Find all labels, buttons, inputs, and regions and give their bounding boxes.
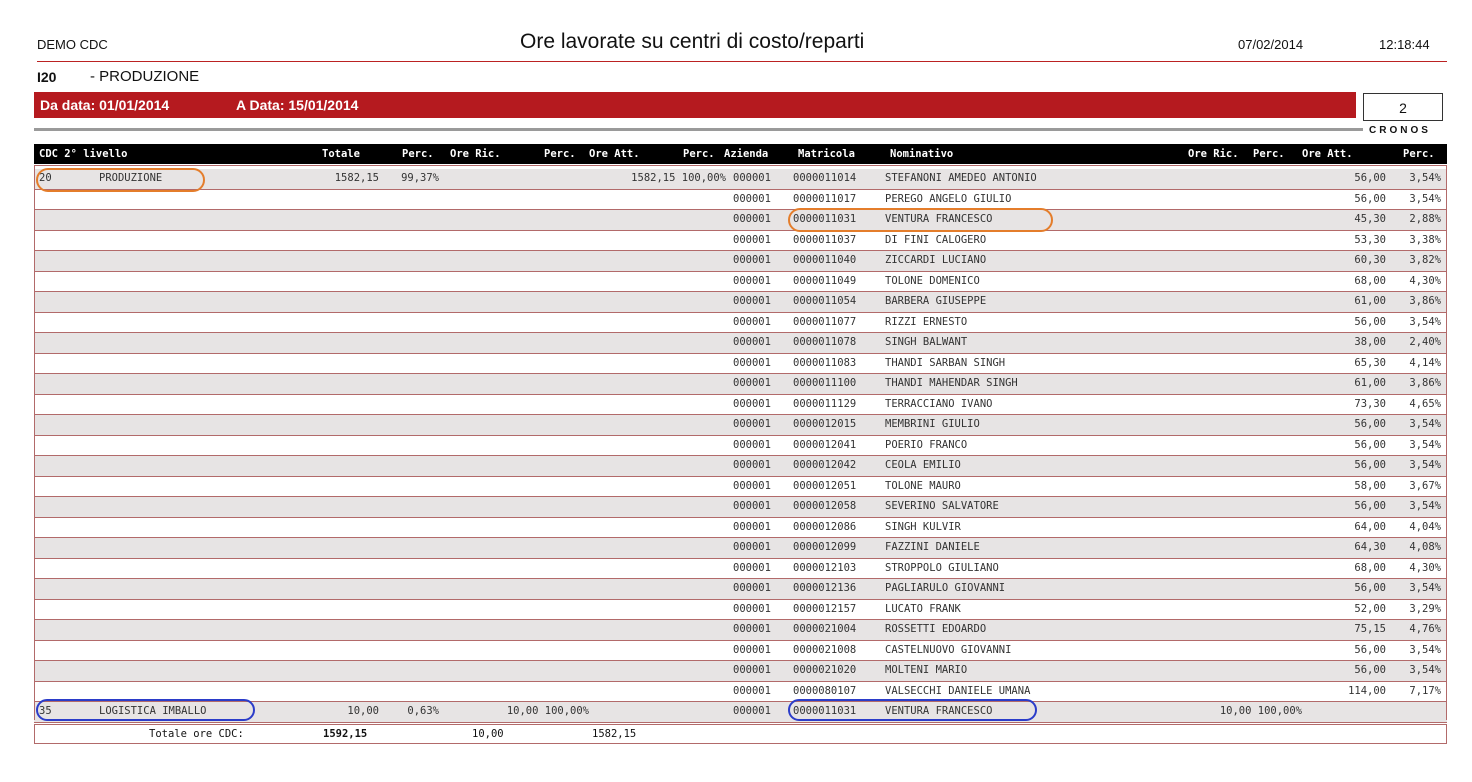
table-row — [34, 272, 1447, 293]
cell-perc5: 7,17% — [1409, 684, 1441, 697]
table-row — [34, 559, 1447, 580]
cell-nominativo: PEREGO ANGELO GIULIO — [885, 192, 1012, 205]
cell-ore-att2: 75,15 — [1354, 623, 1386, 635]
cell-perc5: 3,54% — [1409, 582, 1441, 594]
cell-perc5: 4,76% — [1409, 623, 1441, 635]
highlight-logistica — [36, 699, 255, 721]
cell-perc5: 3,67% — [1409, 479, 1441, 492]
cell-matricola: 0000011014 — [793, 172, 857, 184]
cell-perc5: 3,54% — [1409, 315, 1441, 328]
cell-nominativo: TERRACCIANO IVANO — [885, 397, 993, 410]
table-row — [34, 436, 1447, 457]
cell-azienda: 000001 — [733, 459, 771, 471]
table-top-border — [34, 165, 1447, 166]
cell-ore-att2: 64,00 — [1354, 520, 1386, 533]
table-row — [34, 292, 1447, 313]
cell-nominativo: TOLONE MAURO — [885, 479, 961, 492]
cell-ore-att2: 114,00 — [1348, 684, 1386, 697]
cell-ore-att2: 56,00 — [1354, 172, 1386, 184]
table-row — [34, 354, 1447, 375]
table-row — [34, 477, 1447, 498]
cell-azienda: 000001 — [733, 684, 771, 697]
cell-matricola: 0000021008 — [793, 643, 857, 656]
cell-azienda: 000001 — [733, 582, 771, 594]
cell-ore-att2: 56,00 — [1354, 192, 1386, 205]
cell-ore-att2: 56,00 — [1354, 664, 1386, 676]
cell-azienda: 000001 — [733, 479, 771, 492]
page-number: 2 — [1363, 93, 1443, 121]
cell-ore-att-perc: 1582,15 100,00% — [631, 172, 726, 184]
department-name: - PRODUZIONE — [90, 68, 200, 85]
col-ore-att2: Ore Att. — [1302, 148, 1353, 160]
table-row — [34, 210, 1447, 231]
table-body — [34, 169, 1447, 723]
cell-perc5: 4,30% — [1409, 274, 1441, 287]
cell-ore-att2: 56,00 — [1354, 438, 1386, 451]
col-azienda: Azienda — [724, 148, 769, 160]
cell-nominativo: MOLTENI MARIO — [885, 664, 968, 676]
cell-totale: 10,00 — [347, 705, 379, 717]
cell-ore-att2: 56,00 — [1354, 459, 1386, 471]
cell-matricola: 0000012058 — [793, 500, 857, 512]
cell-nominativo: BARBERA GIUSEPPE — [885, 295, 987, 307]
cell-azienda: 000001 — [733, 254, 771, 266]
cell-nominativo: VALSECCHI DANIELE UMANA — [885, 684, 1031, 697]
brand-label: CRONOS — [1369, 125, 1431, 136]
company-name: DEMO CDC — [37, 37, 108, 52]
cell-azienda: 000001 — [733, 377, 771, 389]
table-row — [34, 600, 1447, 621]
cell-matricola: 0000011017 — [793, 192, 857, 205]
table-row — [34, 538, 1447, 559]
cell-perc5: 4,65% — [1409, 397, 1441, 410]
cell-nominativo: TOLONE DOMENICO — [885, 274, 980, 287]
print-time: 12:18:44 — [1379, 37, 1430, 52]
table-row — [34, 456, 1447, 477]
table-right-border — [1446, 165, 1447, 720]
cell-nominativo: THANDI SARBAN SINGH — [885, 356, 1006, 369]
cell-ore-ric: 10,00 100,00% — [506, 705, 589, 717]
cell-perc5: 4,08% — [1409, 541, 1441, 553]
cell-cdc-code: 35 — [39, 705, 52, 717]
date-range-bar — [34, 92, 1356, 118]
cell-azienda: 000001 — [733, 541, 771, 553]
cell-nominativo: STEFANONI AMEDEO ANTONIO — [885, 172, 1037, 184]
cell-azienda: 000001 — [733, 438, 771, 451]
cell-nominativo: SINGH BALWANT — [885, 336, 968, 348]
table-row — [34, 579, 1447, 600]
to-date: A Data: 15/01/2014 — [236, 97, 359, 113]
table-row — [34, 169, 1447, 190]
cell-ore-att2: 56,00 — [1354, 315, 1386, 328]
cell-nominativo: MEMBRINI GIULIO — [885, 418, 980, 430]
cell-matricola: 0000012099 — [793, 541, 857, 553]
table-row — [34, 661, 1447, 682]
department-code: I20 — [37, 69, 57, 85]
print-date: 07/02/2014 — [1238, 37, 1304, 52]
totals-ore-att: 1582,15 — [592, 728, 637, 740]
cell-azienda: 000001 — [733, 356, 771, 369]
cell-nominativo: SEVERINO SALVATORE — [885, 500, 999, 512]
cell-azienda: 000001 — [733, 643, 771, 656]
cell-matricola: 0000011083 — [793, 356, 857, 369]
table-header — [34, 144, 1447, 164]
cell-azienda: 000001 — [733, 397, 771, 410]
cell-matricola: 0000011129 — [793, 397, 857, 410]
cell-perc5: 3,54% — [1409, 192, 1441, 205]
cell-matricola: 0000080107 — [793, 684, 857, 697]
col-ore-att: Ore Att. — [589, 148, 640, 160]
cell-azienda: 000001 — [733, 561, 771, 574]
table-row — [34, 395, 1447, 416]
cell-matricola: 0000012041 — [793, 438, 857, 451]
cell-perc5: 3,38% — [1409, 233, 1441, 246]
cell-perc5: 3,54% — [1409, 664, 1441, 676]
cell-nominativo: POERIO FRANCO — [885, 438, 968, 451]
table-left-border — [34, 165, 35, 720]
cell-perc5: 3,86% — [1409, 377, 1441, 389]
cell-perc5: 3,54% — [1409, 418, 1441, 430]
cell-matricola: 0000011040 — [793, 254, 857, 266]
table-row — [34, 313, 1447, 334]
col-matricola: Matricola — [798, 148, 855, 160]
from-date: Da data: 01/01/2014 — [40, 97, 170, 113]
cell-ore-att2: 64,30 — [1354, 541, 1386, 553]
table-row — [34, 190, 1447, 211]
cell-ore-att2: 45,30 — [1354, 213, 1386, 225]
table-row — [34, 374, 1447, 395]
cell-ore-att2: 56,00 — [1354, 500, 1386, 512]
cell-perc: 0,63% — [407, 705, 439, 717]
cell-ore-att2: 56,00 — [1354, 582, 1386, 594]
col-perc2: Perc. — [544, 148, 576, 160]
cell-nominativo: VENTURA FRANCESCO — [885, 213, 993, 225]
cell-perc5: 3,54% — [1409, 643, 1441, 656]
cell-matricola: 0000012051 — [793, 479, 857, 492]
header-divider — [37, 61, 1447, 62]
cell-matricola: 0000021020 — [793, 664, 857, 676]
table-row — [34, 333, 1447, 354]
cell-matricola: 0000011031 — [793, 705, 857, 717]
cell-nominativo: STROPPOLO GIULIANO — [885, 561, 999, 574]
col-perc5: Perc. — [1403, 148, 1435, 160]
cell-matricola: 0000011031 — [793, 213, 857, 225]
cell-matricola: 0000011078 — [793, 336, 857, 348]
col-perc1: Perc. — [402, 148, 434, 160]
cell-matricola: 0000012157 — [793, 602, 857, 615]
table-row — [34, 415, 1447, 436]
col-totale: Totale — [322, 148, 360, 160]
cell-perc5: 3,54% — [1409, 500, 1441, 512]
cell-cdc-code: 20 — [39, 172, 52, 184]
cell-ore-att2: 56,00 — [1354, 418, 1386, 430]
cell-matricola: 0000021004 — [793, 623, 857, 635]
cell-ore-att2: 53,30 — [1354, 233, 1386, 246]
cell-nominativo: RIZZI ERNESTO — [885, 315, 968, 328]
cell-perc5: 3,54% — [1409, 172, 1441, 184]
col-nominativo: Nominativo — [890, 148, 954, 160]
col-cdc: CDC 2° livello — [39, 148, 128, 160]
cell-azienda: 000001 — [733, 192, 771, 205]
cell-ore-att2: 56,00 — [1354, 643, 1386, 656]
highlight-produzione — [36, 168, 205, 192]
cell-nominativo: ROSSETTI EDOARDO — [885, 623, 987, 635]
cell-nominativo: CEOLA EMILIO — [885, 459, 961, 471]
table-row — [34, 518, 1447, 539]
cell-nominativo: THANDI MAHENDAR SINGH — [885, 377, 1018, 389]
cell-ore-att2: 58,00 — [1354, 479, 1386, 492]
cell-ore-ric2: 10,00 100,00% — [1219, 705, 1302, 717]
cell-azienda: 000001 — [733, 602, 771, 615]
cell-nominativo: SINGH KULVIR — [885, 520, 961, 533]
cell-azienda: 000001 — [733, 213, 771, 225]
cell-matricola: 0000012042 — [793, 459, 857, 471]
cell-perc5: 3,54% — [1409, 438, 1441, 451]
report-title: Ore lavorate su centri di costo/reparti — [520, 30, 865, 53]
cell-nominativo: LUCATO FRANK — [885, 602, 961, 615]
cell-perc5: 2,88% — [1409, 213, 1441, 225]
cell-matricola: 0000012015 — [793, 418, 857, 430]
cell-ore-att2: 61,00 — [1354, 295, 1386, 307]
col-ore-ric2: Ore Ric. — [1188, 148, 1239, 160]
cell-azienda: 000001 — [733, 664, 771, 676]
cell-ore-att2: 73,30 — [1354, 397, 1386, 410]
cell-matricola: 0000012103 — [793, 561, 857, 574]
totals-label: Totale ore CDC: — [149, 728, 244, 740]
cell-azienda: 000001 — [733, 274, 771, 287]
cell-nominativo: ZICCARDI LUCIANO — [885, 254, 987, 266]
cell-nominativo: VENTURA FRANCESCO — [885, 705, 993, 717]
cell-cdc-description: LOGISTICA IMBALLO — [99, 705, 207, 717]
cell-azienda: 000001 — [733, 418, 771, 430]
cell-totale: 1582,15 — [334, 172, 379, 184]
cell-matricola: 0000011100 — [793, 377, 857, 389]
cell-nominativo: CASTELNUOVO GIOVANNI — [885, 643, 1012, 656]
cell-perc: 99,37% — [401, 172, 439, 184]
cell-perc5: 4,14% — [1409, 356, 1441, 369]
cell-azienda: 000001 — [733, 705, 771, 717]
table-row — [34, 620, 1447, 641]
cell-matricola: 0000012136 — [793, 582, 857, 594]
totals-ore-ric: 10,00 — [472, 728, 504, 740]
gray-divider — [34, 128, 1363, 131]
totals-row — [34, 724, 1447, 744]
cell-azienda: 000001 — [733, 336, 771, 348]
cell-perc5: 3,86% — [1409, 295, 1441, 307]
cell-ore-att2: 60,30 — [1354, 254, 1386, 266]
cell-perc5: 3,82% — [1409, 254, 1441, 266]
cell-azienda: 000001 — [733, 623, 771, 635]
table-row — [34, 497, 1447, 518]
table-row — [34, 251, 1447, 272]
cell-nominativo: DI FINI CALOGERO — [885, 233, 987, 246]
cell-perc5: 3,29% — [1409, 602, 1441, 615]
cell-matricola: 0000011054 — [793, 295, 857, 307]
table-row — [34, 231, 1447, 252]
cell-azienda: 000001 — [733, 295, 771, 307]
cell-ore-att2: 52,00 — [1354, 602, 1386, 615]
cell-matricola: 0000011037 — [793, 233, 857, 246]
cell-perc5: 4,04% — [1409, 520, 1441, 533]
highlight-ventura-produzione — [788, 208, 1053, 232]
cell-azienda: 000001 — [733, 500, 771, 512]
cell-azienda: 000001 — [733, 520, 771, 533]
highlight-ventura-logistica — [788, 699, 1037, 721]
cell-ore-att2: 68,00 — [1354, 561, 1386, 574]
table-row — [34, 641, 1447, 662]
cell-cdc-description: PRODUZIONE — [99, 172, 163, 184]
cell-nominativo: PAGLIARULO GIOVANNI — [885, 582, 1006, 594]
cell-perc5: 3,54% — [1409, 459, 1441, 471]
cell-ore-att2: 68,00 — [1354, 274, 1386, 287]
cell-ore-att2: 38,00 — [1354, 336, 1386, 348]
cell-azienda: 000001 — [733, 172, 771, 184]
cell-ore-att2: 65,30 — [1354, 356, 1386, 369]
cell-azienda: 000001 — [733, 315, 771, 328]
cell-azienda: 000001 — [733, 233, 771, 246]
col-ore-ric: Ore Ric. — [450, 148, 501, 160]
cell-matricola: 0000011077 — [793, 315, 857, 328]
cell-nominativo: FAZZINI DANIELE — [885, 541, 980, 553]
col-perc3: Perc. — [683, 148, 715, 160]
cell-matricola: 0000012086 — [793, 520, 857, 533]
col-perc4: Perc. — [1253, 148, 1285, 160]
cell-perc5: 2,40% — [1409, 336, 1441, 348]
cell-perc5: 4,30% — [1409, 561, 1441, 574]
cell-matricola: 0000011049 — [793, 274, 857, 287]
cell-ore-att2: 61,00 — [1354, 377, 1386, 389]
totals-totale: 1592,15 — [323, 728, 368, 740]
